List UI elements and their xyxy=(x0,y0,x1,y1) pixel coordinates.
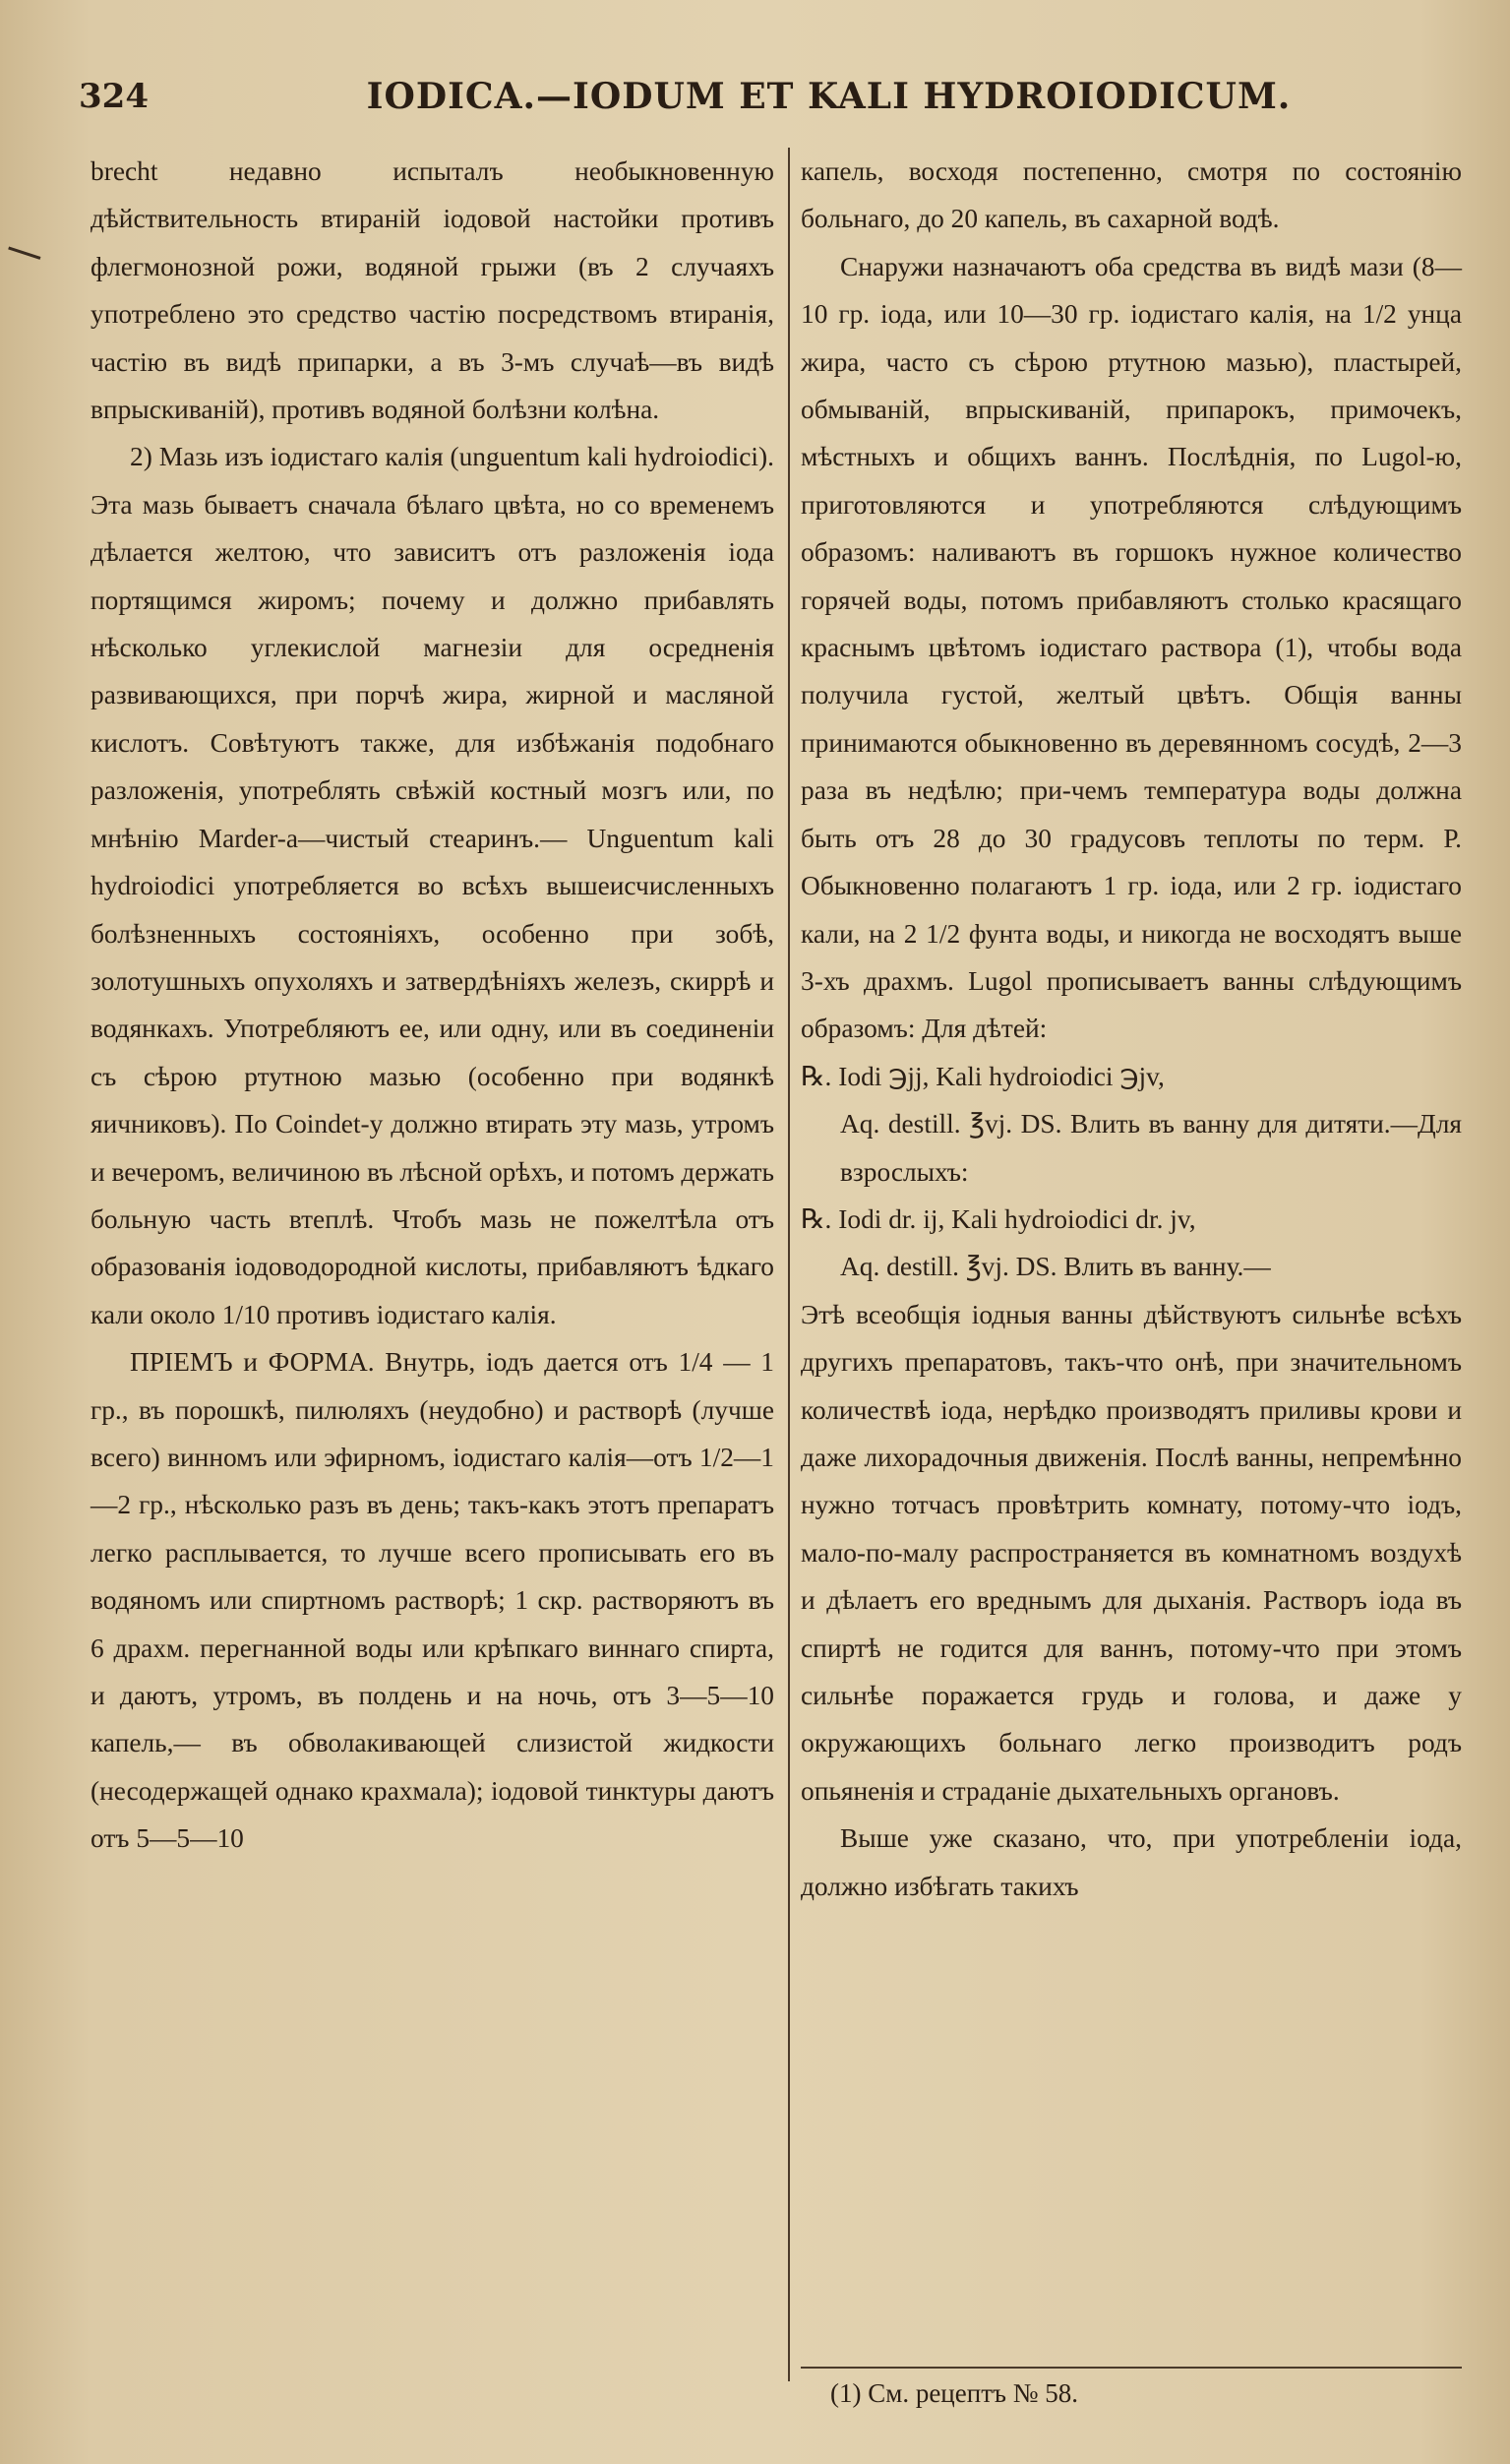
paragraph: brecht недавно испыталъ необыкновенную дѣйствительность втираній iодовой настойки противъ флегмонозной рожи, водяной грыжи (въ 2 случаяхъ употреблено это средство частiю посредствомъ втиранія, частiю въ видѣ припарки, а въ 3-мъ случаѣ—въ видѣ впрыскиваній), противъ водяной болѣзни колѣна. xyxy=(91,156,774,425)
paragraph: капель, восходя постепенно, смотря по состоянію больнаго, до 20 капель, въ сахарной водѣ. xyxy=(801,156,1462,234)
footnote: (1) См. рецептъ № 58. xyxy=(830,2378,1078,2408)
prescription-line: Aq. destill. ℥vj. DS. Влить въ ванну для дитяти.—Для взрослыхъ: xyxy=(840,1109,1462,1187)
page-number: 324 xyxy=(79,77,149,116)
prescription-line: Aq. destill. ℥vj. DS. Влить въ ванну.— xyxy=(840,1252,1271,1282)
paragraph: 2) Мазь изъ iодистаго калія (unguentum kali hydroiodici). Эта мазь бываетъ сначала бѣлаго цвѣта, но со временемъ дѣлается желтою, что зависитъ отъ разложенія iода портящимся жиромъ; почему и должно прибавлять нѣсколько углекислой магнезіи для осредненія развивающихся, при порчѣ жира, жирной и масляной кислотъ. Совѣтуютъ также, для избѣжанія подобнаго разложенія, употреблять свѣжій костный мозгъ или, по мнѣнію Marder-а—чистый стеаринъ.— Unguentum kali hydroiodici употребляется во всѣхъ вышеисчисленныхъ болѣзненныхъ состояніяхъ, особенно при зобѣ, золотушныхъ опухоляхъ и затвердѣніяхъ железъ, скиррѣ и водянкахъ. Употребляютъ ее, или одну, или въ соединеніи съ сѣрою ртутною мазью (особенно при водянкѣ яичниковъ). По Coindet-у должно втирать эту мазь, утромъ и вечеромъ, величиною въ лѣсной орѣхъ, и потомъ держать больную часть втеплѣ. Чтобъ мазь не пожелтѣла отъ образованія iодоводородной кислоты, прибавляютъ ѣдкаго кали около 1/10 противъ iодистаго калія. xyxy=(91,442,774,1329)
column-divider xyxy=(788,148,790,2381)
paragraph: Выше уже сказано, что, при употребленіи iода, должно избѣгать такихъ xyxy=(801,1823,1462,1901)
page-header xyxy=(79,67,1480,126)
running-title: IODICA.—IODUM ET KALI HYDROIODICUM. xyxy=(366,76,1292,117)
margin-mark xyxy=(8,233,45,260)
paragraph: Снаружи назначаютъ оба средства въ видѣ мази (8—10 гр. iода, или 10—30 гр. iодистаго калія, на 1/2 унца жира, часто съ сѣрою ртутною мазью), пластырей, обмываній, впрыскиваній, припарокъ, примочекъ, мѣстныхъ и общихъ ваннъ. Послѣднія, по Lugol-ю, приготовляются и употребляются слѣдующимъ образомъ: наливаютъ въ горшокъ нужное количество горячей воды, потомъ прибавляютъ столько красящаго краснымъ цвѣтомъ iодистаго раствора (1), чтобы вода получила густой, желтый цвѣтъ. Общія ванны принимаются обыкновенно въ деревянномъ сосудѣ, 2—3 раза въ недѣлю; при-чемъ температура воды должна быть отъ 28 до 30 градусовъ теплоты по терм. Р. Обыкновенно полагаютъ 1 гр. iода, или 2 гр. iодистаго кали, на 2 1/2 фунта воды, и никогда не восходятъ выше 3-хъ драхмъ. Lugol прописываетъ ванны слѣдующимъ образомъ: Для дѣтей: xyxy=(801,251,1462,1044)
prescription-line: ℞. Iodi dr. ij, Kali hydroiodici dr. jv, xyxy=(801,1203,1196,1234)
paragraph: Этѣ всеобщія iодныя ванны дѣйствуютъ сильнѣе всѣхъ другихъ препаратовъ, такъ-что онѣ, при значительномъ количествѣ iода, нерѣдко производятъ приливы крови и даже лихорадочныя движенія. Послѣ ванны, непремѣнно нужно тотчасъ провѣтрить комнату, потому-что iодъ, мало-по-малу распространяется въ комнатномъ воздухѣ и дѣлаетъ его вреднымъ для дыханія. Растворъ iода въ спиртѣ не годится для ваннъ, потому-что при этомъ сильнѣе поражается грудь и голова, и даже у окружающихъ больнаго легко производитъ родъ опьяненія и страданіе дыхательныхъ органовъ. xyxy=(801,1299,1462,1806)
right-column xyxy=(801,148,1462,1910)
left-column xyxy=(91,148,774,1863)
prescription-line: ℞. Iodi ℈jj, Kali hydroiodici ℈jv, xyxy=(801,1061,1165,1091)
footnote-rule xyxy=(801,2367,1462,2369)
paragraph: ПРІЕМЪ и ФОРМА. Внутрь, iодъ дается отъ 1/4 — 1 гр., въ порошкѣ, пилюляхъ (неудобно) и растворѣ (лучше всего) винномъ или эфирномъ, iодистаго калія—отъ 1/2—1—2 гр., нѣсколько разъ въ день; такъ-какъ этотъ препаратъ легко расплывается, то лучше всего прописывать его въ водяномъ или спиртномъ растворѣ; 1 скр. растворяютъ въ 6 драхм. перегнанной воды или крѣпкаго виннаго спирта, и даютъ, утромъ, въ полдень и на ночь, отъ 3—5—10 капель,— въ обволакивающей слизистой жидкости (несодержащей однако крахмала); iодовой тинктуры даютъ отъ 5—5—10 xyxy=(91,1347,774,1854)
